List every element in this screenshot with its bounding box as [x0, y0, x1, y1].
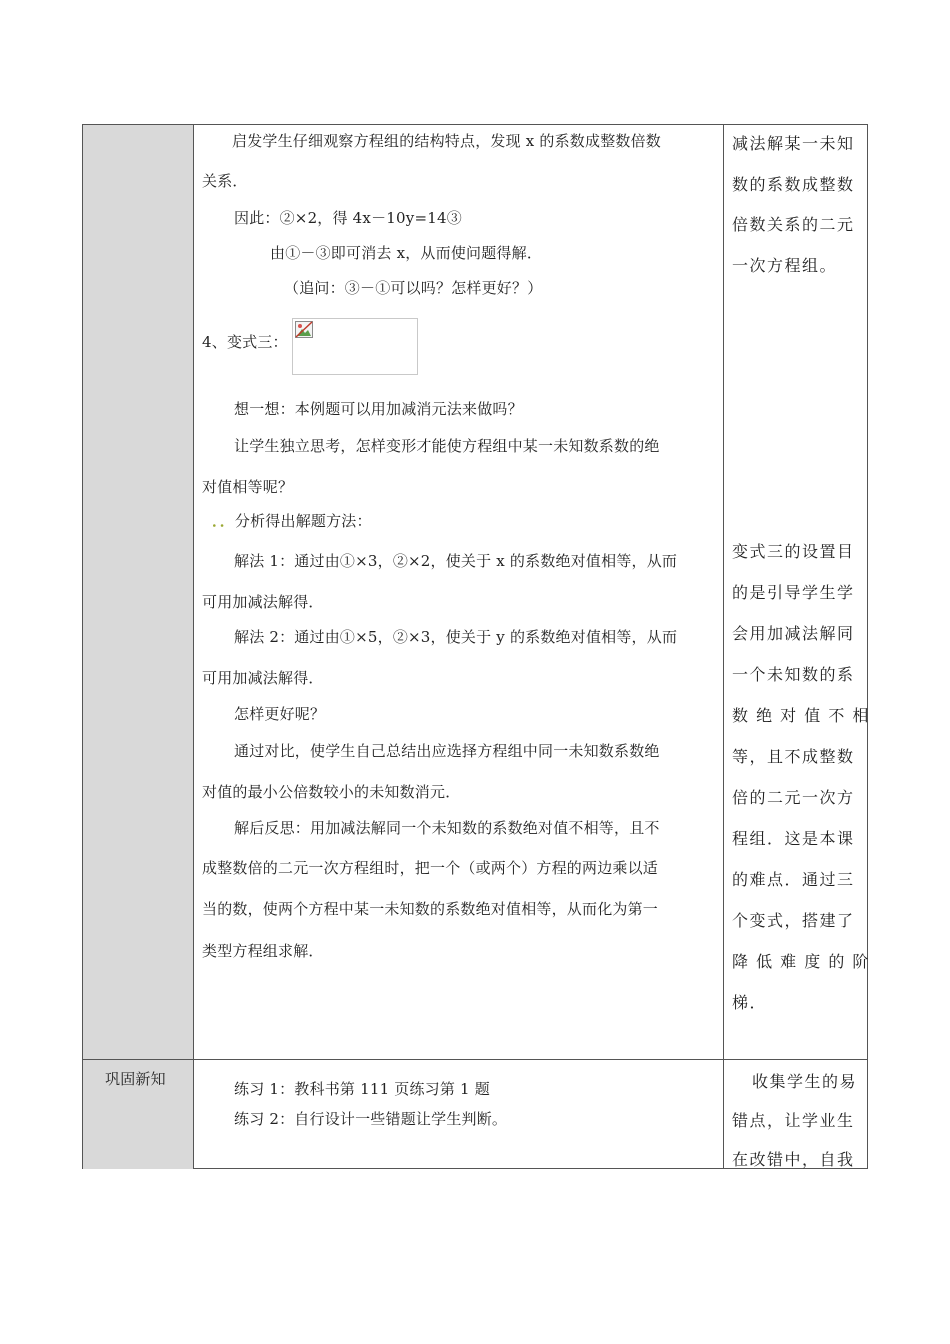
broken-image-icon	[295, 321, 313, 338]
stage-column-shade-row1	[83, 125, 193, 1059]
exercise-line: 练习 2：自行设计一些错题让学生判断。	[234, 1110, 508, 1128]
side-note-line: 降 低 难 度 的 阶	[732, 952, 870, 971]
side-note-line: 一个未知数的系	[732, 665, 855, 684]
side-note-line: 的难点．通过三	[732, 870, 855, 889]
side-note-line: 一次方程组。	[732, 256, 838, 275]
content-line: 由①－③即可消去 x，从而使问题得解．	[270, 244, 543, 262]
side-note-line: 程组．这是本课	[732, 829, 855, 848]
content-line: 解法 2：通过由①×5，②×3，使关于 y 的系数绝对值相等，从而	[234, 628, 678, 646]
side-note-line: 倍数关系的二元	[732, 215, 855, 234]
content-line: 可用加减法解得．	[202, 593, 324, 611]
content-line: 成整数倍的二元一次方程组时，把一个（或两个）方程的两边乘以适	[202, 859, 659, 877]
content-line: 因此：②×2，得 4x－10y=14③	[234, 209, 462, 227]
row-divider	[83, 1059, 867, 1060]
side-note-line: 在改错中，自我	[732, 1150, 855, 1169]
stage-label: 巩固新知	[105, 1070, 166, 1088]
analysis-text: 分析得出解题方法：	[234, 512, 372, 530]
content-line: 当的数，使两个方程中某一未知数的系数绝对值相等，从而化为第一	[202, 900, 659, 918]
analysis-line	[212, 510, 372, 531]
content-line: 对值相等呢？	[202, 478, 294, 496]
content-line: 解后反思：用加减法解同一个未知数的系数绝对值不相等，且不	[234, 819, 660, 837]
dots-mark: ．．	[212, 512, 235, 530]
side-note-line: 变式三的设置目	[732, 542, 855, 561]
column-divider-2	[723, 125, 724, 1168]
variant-three-image	[292, 318, 418, 375]
content-line: 让学生独立思考，怎样变形才能使方程组中某一未知数系数的绝	[234, 437, 660, 455]
column-divider-1	[193, 125, 194, 1168]
side-note-line: 的是引导学生学	[732, 583, 855, 602]
side-note-line: 数 绝 对 值 不 相	[732, 706, 870, 725]
content-line: 可用加减法解得．	[202, 669, 324, 687]
content-line: 对值的最小公倍数较小的未知数消元．	[202, 783, 461, 801]
side-note-line: 倍的二元一次方	[732, 788, 855, 807]
side-note-line: 错点，让学业生	[732, 1111, 855, 1130]
content-line: 解法 1：通过由①×3，②×2，使关于 x 的系数绝对值相等，从而	[234, 552, 678, 570]
content-line: （追问：③－①可以吗？怎样更好？）	[284, 279, 543, 297]
side-note-line: 会用加减法解同	[732, 624, 855, 643]
side-note-line: 梯．	[732, 993, 768, 1012]
side-note-line: 个变式，搭建了	[732, 911, 855, 930]
side-note-line: 减法解某一未知	[732, 134, 855, 153]
content-line: 怎样更好呢？	[234, 705, 326, 723]
content-line: 想一想：本例题可以用加减消元法来做吗？	[234, 400, 523, 418]
exercise-line: 练习 1：教科书第 111 页练习第 1 题	[234, 1080, 490, 1098]
content-line: 关系．	[202, 172, 248, 190]
content-line: 类型方程组求解．	[202, 942, 324, 960]
variant-three-label: 4、变式三：	[202, 333, 288, 351]
side-note-line: 收集学生的易	[752, 1072, 858, 1091]
side-note-line: 数的系数成整数	[732, 175, 855, 194]
content-line: 启发学生仔细观察方程组的结构特点，发现 x 的系数成整数倍数	[232, 132, 661, 150]
content-line: 通过对比，使学生自己总结出应选择方程组中同一未知数系数绝	[234, 742, 660, 760]
side-note-line: 等，且不成整数	[732, 747, 855, 766]
